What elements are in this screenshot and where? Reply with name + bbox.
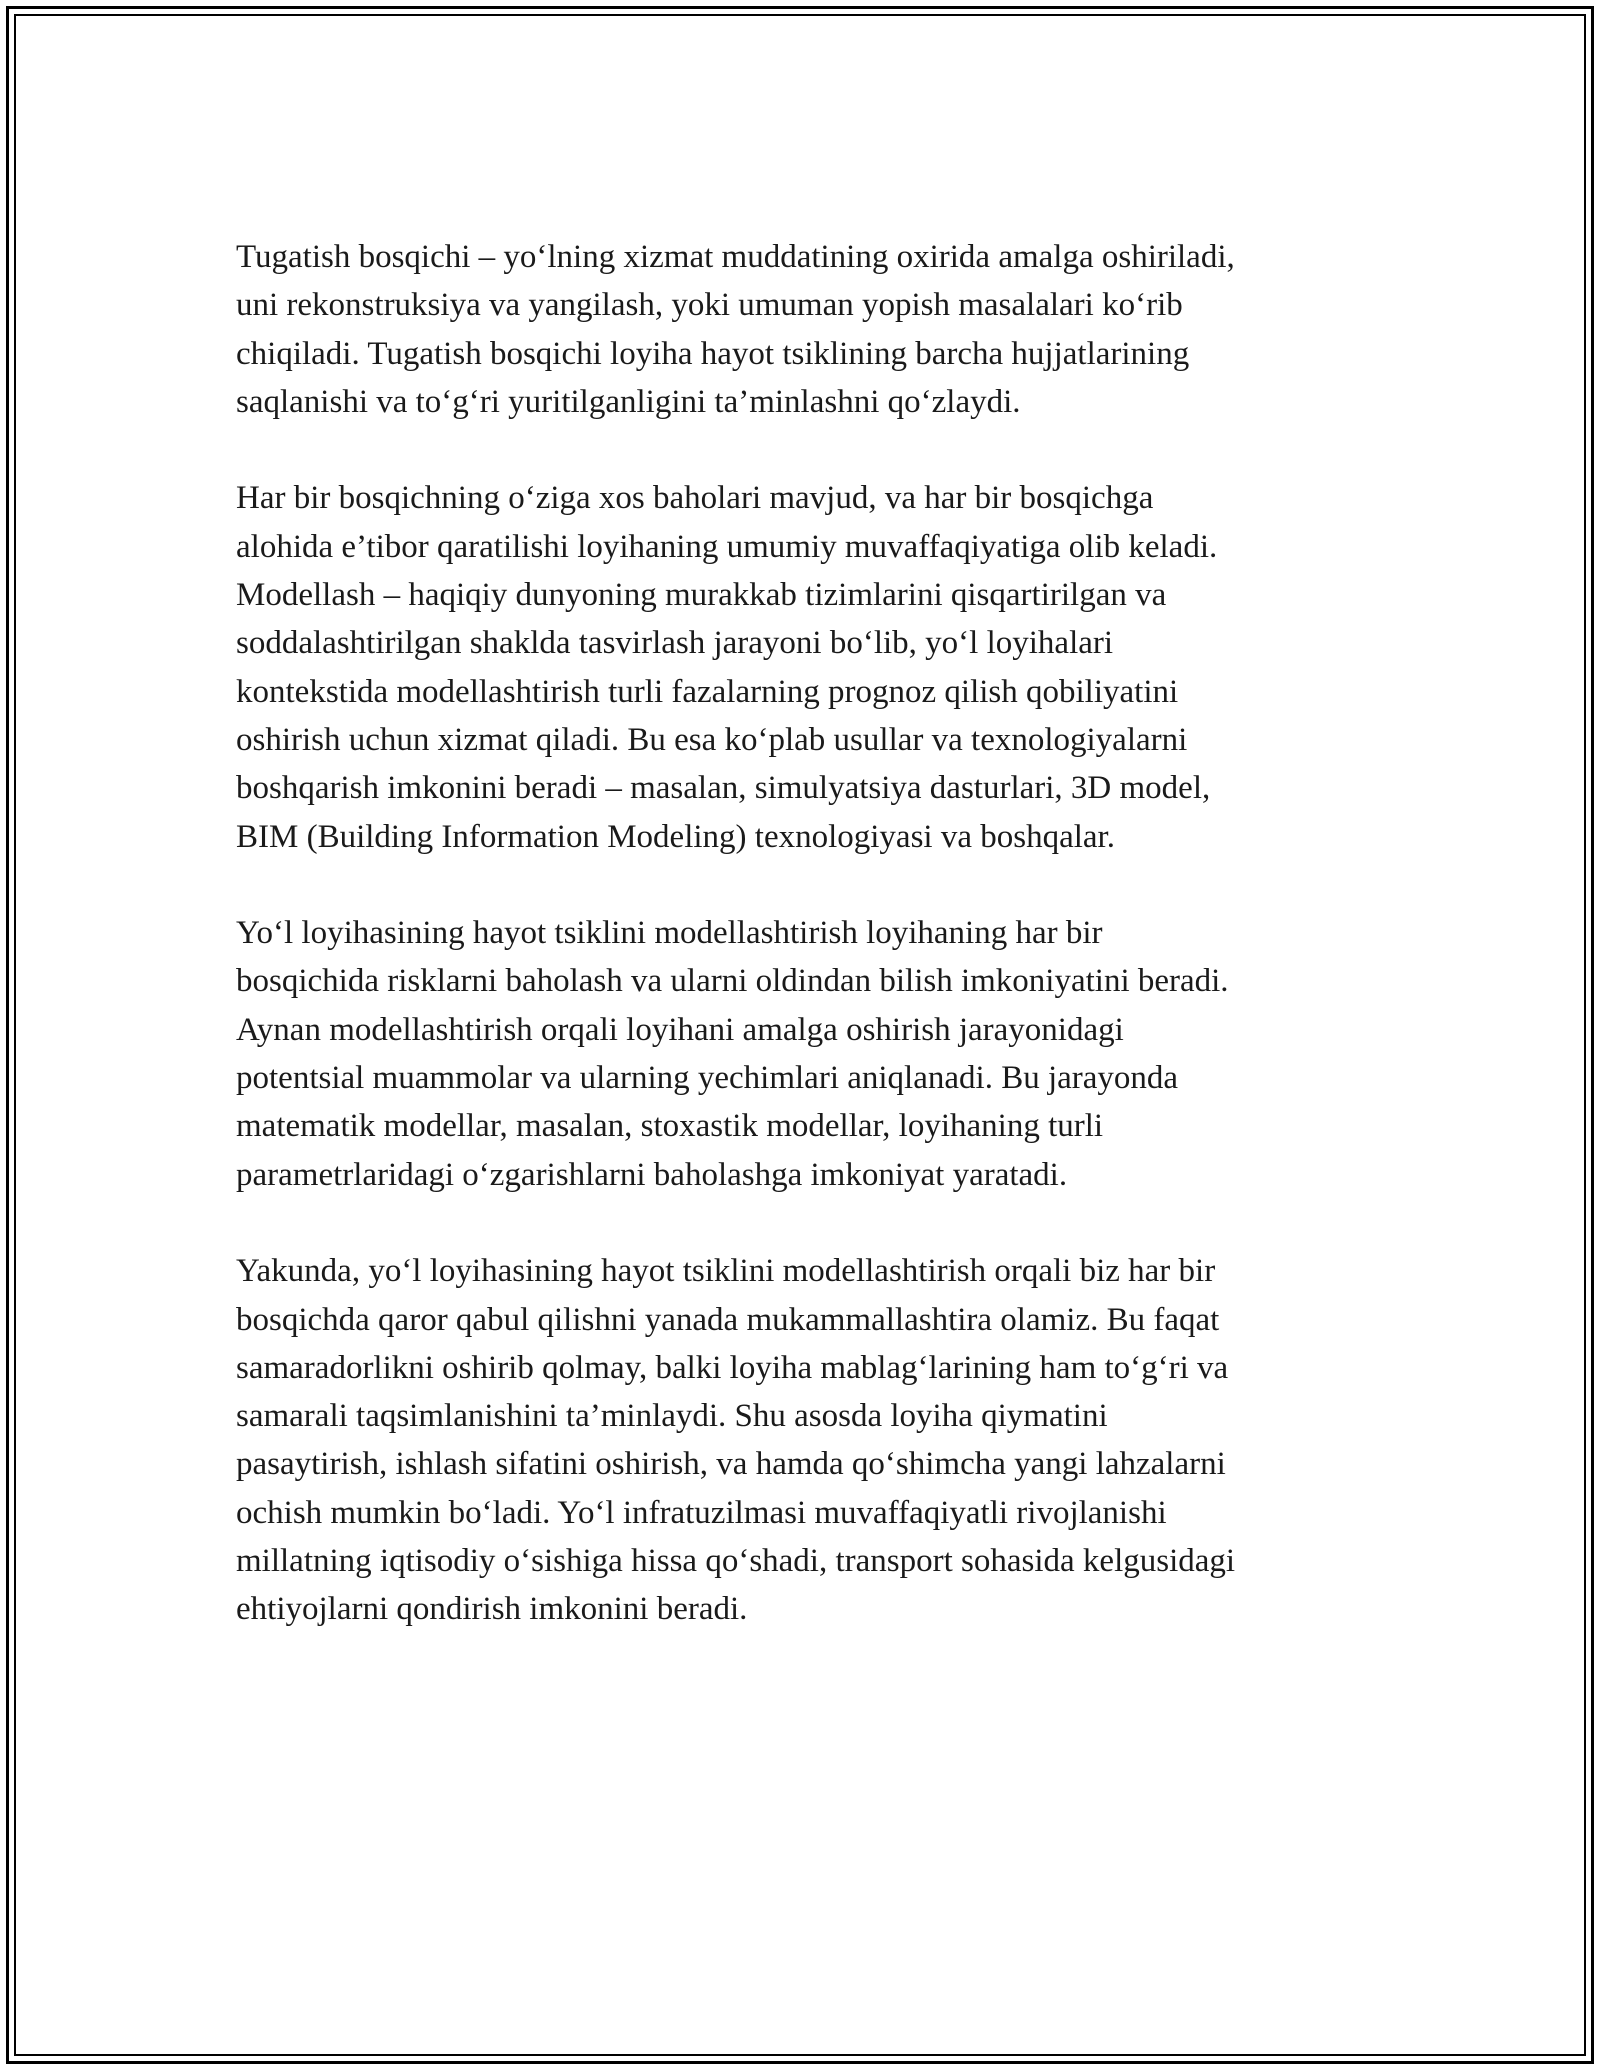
paragraph-3: Yo‘l loyihasining hayot tsiklini modellashtirish loyihaning har bir bosqichida risklarni baholash va ularni oldindan bilish imkoniyatini beradi. Aynan modellashtirish orqali loyihani amalga oshirish jarayonidagi potentsial muammolar va ularning yechimlari aniqlanadi. Bu jarayonda matematik modellar, masalan, stoxastik modellar, loyihaning turli parametrlaridagi o‘zgarishlarni baholashga imkoniyat yaratadi. [236,915,1229,1193]
document-body [236,233,1406,1682]
paragraph-2: Har bir bosqichning o‘ziga xos baholari mavjud, va har bir bosqichga alohida e’tibor qaratilishi loyihaning umumiy muvaffaqiyatiga olib keladi. Modellash – haqiqiy dunyoning murakkab tizimlarini qisqartirilgan va soddalashtirilgan shaklda tasvirlash jarayoni bo‘lib, yo‘l loyihalari kontekstida modellashtirish turli fazalarning prognoz qilish qobiliyatini oshirish uchun xizmat qiladi. Bu esa ko‘plab usullar va texnologiyalarni boshqarish imkonini beradi – masalan, simulyatsiya dasturlari, 3D model, BIM (Building Information Modeling) texnologiyasi va boshqalar. [236,480,1218,855]
paragraph-1: Tugatish bosqichi – yo‘lning xizmat muddatining oxirida amalga oshiriladi, uni rekonstruksiya va yangilash, yoki umuman yopish masalalari ko‘rib chiqiladi. Tugatish bosqichi loyiha hayot tsiklining barcha hujjatlarining saqlanishi va to‘g‘ri yuritilganligini ta’minlashni qo‘zlaydi. [236,239,1235,420]
paragraph-4: Yakunda, yo‘l loyihasining hayot tsiklini modellashtirish orqali biz har bir bosqichda qaror qabul qilishni yanada mukammallashtira olamiz. Bu faqat samaradorlikni oshirib qolmay, balki loyiha mablag‘larining ham to‘g‘ri va samarali taqsimlanishini ta’minlaydi. Shu asosda loyiha qiymatini pasaytirish, ishlash sifatini oshirish, va hamda qo‘shimcha yangi lahzalarni ochish mumkin bo‘ladi. Yo‘l infratuzilmasi muvaffaqiyatli rivojlanishi millatning iqtisodiy o‘sishiga hissa qo‘shadi, transport sohasida kelgusidagi ehtiyojlarni qondirish imkonini beradi. [236,1253,1236,1628]
